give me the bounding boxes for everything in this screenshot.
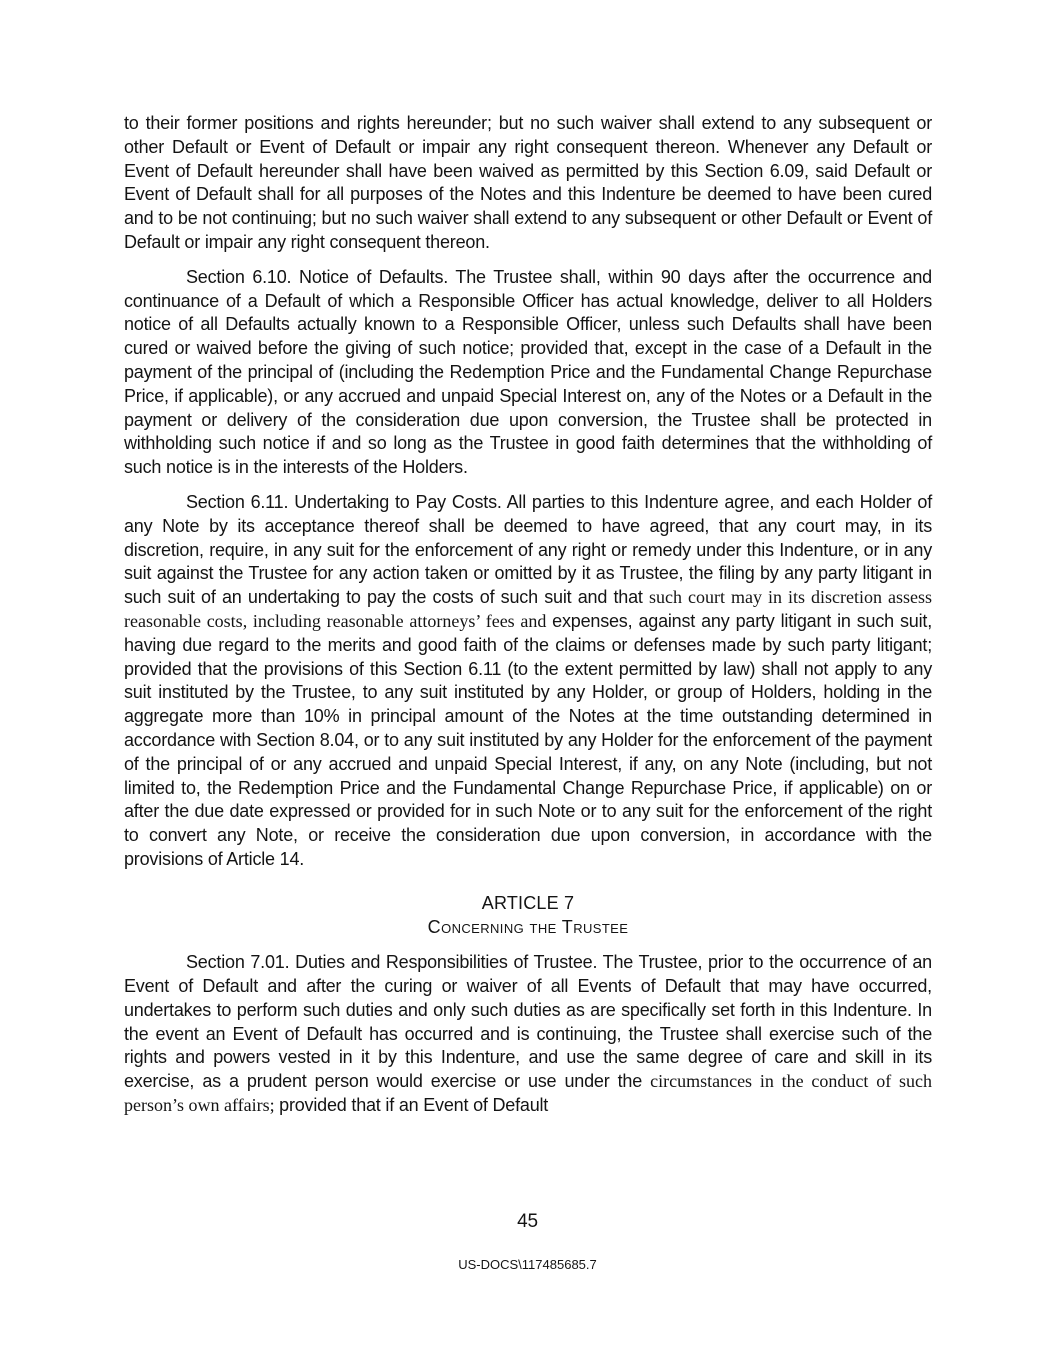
paragraph-text-run-serif: circumstances in the conduct of such person’s own affairs; [124, 1071, 932, 1116]
paragraph-text-run: Section 6.11. Undertaking to Pay Costs. All parties to this Indenture agree, and each Holder of any Note by its acceptance thereof shall be deemed to have agreed, that any court may, in its discretion, require, in any suit for the enforcement of any right or remedy under this Indenture, or in any suit against the Trustee for any action taken or omitted by it as Trustee, the filing by any party litigant in such suit of an undertaking to pay the costs of such suit and that [124, 491, 932, 608]
document-text-block [124, 112, 932, 1129]
paragraph-text-run: Section 7.01. Duties and Responsibilities of Trustee. The Trustee, prior to the occurrence of an Event of Default and after the curing or waiver of all Events of Default that may have occurred, undertakes to perform such duties and only such duties as are specifically set forth in this Indenture. In the event an Event of Default has occurred and is continuing, the Trustee shall exercise such of the rights and powers vested in it by this Indenture, and use the same degree of care and skill in its exercise, as a prudent person would exercise or use under the [124, 952, 932, 1092]
paragraph-text-run: provided that if an Event of Default [279, 1095, 549, 1116]
paragraph-text-run: Section 6.10. Notice of Defaults. The Trustee shall, within 90 days after the occurrence and continuance of a Default of which a Responsible Officer has actual knowledge, deliver to all Holders notice of all Defaults actually known to a Responsible Officer, unless such Defaults shall have been cured or waived before the giving of such notice; provided that, except in the case of a Default in the payment of the principal of (including the Redemption Price and the Fundamental Change Repurchase Price, if applicable), or any accrued and unpaid Special Interest on, any of the Notes or a Default in the payment or delivery of the consideration due upon conversion, the Trustee shall be protected in withholding such notice if and so long as the Trustee in good faith determines that the withholding of such notice is in the interests of the Holders. [124, 266, 932, 478]
article-title: ARTICLE 7 [481, 892, 575, 913]
paragraph-text-run-serif: such court may in its discretion assess reasonable costs, including reasonable attorneys’ fees and [124, 587, 932, 631]
page-number: 45 [517, 1211, 538, 1232]
paragraph-text-run: to their former positions and rights hereunder; but no such waiver shall extend to any subsequent or other Default or Event of Default or impair any right consequent thereon. Whenever any Default or Event of Default hereunder shall have been waived as permitted by this Section 6.09, said Default or Event of Default shall for all purposes of the Notes and this Indenture be deemed to have been cured and to be not continuing; but no such waiver shall extend to any subsequent or other Default or Event of Default or impair any right consequent thereon. [124, 113, 932, 252]
article-subtitle: Concerning the Trustee [427, 916, 629, 937]
paragraph-section-7-01 [124, 951, 932, 1118]
paragraph-section-6-09-continuation [124, 112, 932, 255]
paragraph-text-run: expenses, against any party litigant in such suit, having due regard to the merits and good faith of the claims or defenses made by such party litigant; provided that the provisions of this Section 6.11 (to the extent permitted by law) shall not apply to any suit instituted by the Trustee, to any suit instituted by any Holder, or group of Holders, holding in the aggregate more than 10% in principal amount of the Notes at the time outstanding determined in accordance with Section 8.04, or to any suit instituted by any Holder for the enforcement of the payment of the principal of or any accrued and unpaid Special Interest, if any, on any Note (including, but not limited to, the Redemption Price and the Fundamental Change Repurchase Price, if applicable) on or after the due date expressed or provided for in such Note or to any suit for the enforcement of the right to convert any Note, or receive the consideration due upon conversion, in accordance with the provisions of Article 14. [124, 610, 933, 869]
paragraph-section-6-10 [124, 266, 932, 480]
article-7-heading [124, 892, 932, 940]
document-id-footer: US-DOCS\117485685.7 [458, 1257, 597, 1272]
paragraph-section-6-11 [124, 491, 932, 872]
